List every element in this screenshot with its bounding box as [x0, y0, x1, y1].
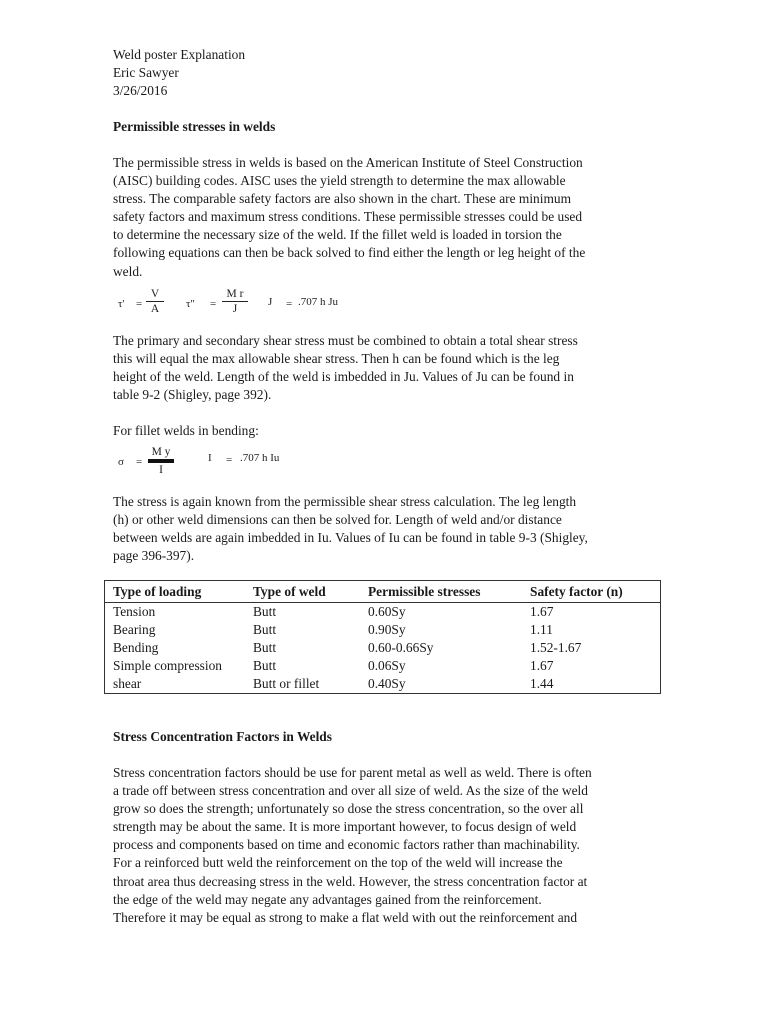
eq-equals: =	[286, 298, 293, 310]
eq-i-label: I	[208, 452, 212, 464]
fraction-my-over-i	[148, 446, 174, 476]
column-header: Safety factor (n)	[522, 581, 661, 603]
table-cell: Butt	[253, 640, 277, 655]
fraction-denominator: J	[232, 303, 238, 315]
text-line: this will equal the max allowable shear stress. Then h can be found which is the leg	[113, 351, 560, 367]
text-line: process and components based on time and economic factors rather than machinability.	[113, 837, 580, 853]
doc-author: Eric Sawyer	[113, 65, 179, 80]
text-line: The primary and secondary shear stress must be combined to obtain a total shear stress	[113, 333, 578, 348]
section-heading-stress-concentration: Stress Concentration Factors in Welds	[113, 729, 332, 744]
table-header-row	[105, 581, 661, 603]
table-cell: Butt	[253, 658, 277, 673]
paragraph-permissible-intro	[113, 154, 658, 281]
text-line: to determine the necessary size of the weld. If the fillet weld is loaded in torsion the	[113, 227, 562, 243]
text-line: The stress is again known from the permissible shear stress calculation. The leg length	[113, 494, 577, 509]
table-cell: 1.52-1.67	[530, 640, 582, 655]
fraction-numerator: M y	[148, 446, 174, 463]
table-row	[105, 603, 661, 622]
paragraph-leg-length	[113, 493, 658, 565]
doc-title: Weld poster Explanation	[113, 47, 246, 62]
eq-equals: =	[136, 456, 143, 468]
text-line: (AISC) building codes. AISC uses the yield strength to determine the max allowable	[113, 173, 566, 189]
column-header: Permissible stresses	[360, 581, 522, 603]
text-line: safety factors and maximum stress conditions. These permissible stresses could be used	[113, 209, 583, 225]
bending-intro-text: For fillet welds in bending:	[113, 423, 259, 438]
fraction-denominator: A	[150, 303, 160, 315]
table-row	[105, 657, 661, 675]
text-line: height of the weld. Length of the weld is imbedded in Ju. Values of Ju can be found in	[113, 369, 574, 385]
text-line: For a reinforced butt weld the reinforcement on the top of the weld will increase the	[113, 855, 563, 871]
paragraph-shear-combination	[113, 332, 658, 404]
table-cell: Butt	[253, 622, 277, 637]
text-line: page 396-397).	[113, 548, 195, 564]
text-line: throat area thus decreasing stress in the weld. However, the stress concentration factor at	[113, 873, 588, 889]
text-line: weld.	[113, 263, 143, 279]
text-line: The permissible stress in welds is based on the American Institute of Steel Construction	[113, 155, 583, 170]
text-line: table 9-2 (Shigley, page 392).	[113, 387, 272, 403]
text-line: the edge of the weld may negate any advantages gained from the reinforcement.	[113, 891, 542, 907]
section-heading-permissible: Permissible stresses in welds	[113, 119, 276, 134]
table-row	[105, 639, 661, 657]
document-page	[113, 46, 658, 281]
paragraph-stress-concentration	[113, 764, 658, 927]
table-cell: 0.06Sy	[368, 658, 406, 673]
text-line: grow so does the strength; unfortunately so dose the stress concentration, so the over all	[113, 801, 584, 817]
table-cell: 1.44	[530, 676, 554, 691]
table-cell: 1.67	[530, 658, 554, 673]
table-cell: Bending	[113, 640, 159, 655]
eq-j-label: J	[268, 296, 273, 308]
text-line: between welds are again imbedded in Iu. Values of Iu can be found in table 9-3 (Shigley,	[113, 530, 588, 546]
table-row	[105, 621, 661, 639]
table-cell: 1.11	[530, 622, 553, 637]
table-cell: 0.90Sy	[368, 622, 406, 637]
eq-tau-prime: τ'	[118, 298, 125, 310]
table-cell: Butt	[253, 604, 277, 619]
eq-equals: =	[226, 454, 233, 466]
eq-equals: =	[136, 298, 143, 310]
fraction-v-over-a	[146, 288, 164, 315]
text-line: strength may be about the same. It is more important however, to focus design of weld	[113, 819, 577, 835]
eq-equals: =	[210, 298, 217, 310]
eq-tau-double-prime: τ"	[186, 298, 195, 310]
table-cell: 0.40Sy	[368, 676, 406, 691]
table-cell: Bearing	[113, 622, 156, 637]
table-cell: shear	[113, 676, 142, 691]
text-line: following equations can then be back solved to find either the length or leg height of the	[113, 245, 586, 261]
eq-sigma: σ	[118, 456, 124, 468]
table-row	[105, 675, 661, 694]
fraction-mr-over-j	[222, 288, 248, 315]
text-line: Therefore it may be equal as strong to make a flat weld with out the reinforcement and	[113, 909, 578, 925]
table-cell: 1.67	[530, 604, 554, 619]
table-cell: Tension	[113, 604, 156, 619]
column-header: Type of weld	[245, 581, 360, 603]
text-line: Stress concentration factors should be use for parent metal as well as weld. There is often	[113, 765, 592, 780]
column-header: Type of loading	[105, 581, 246, 603]
fraction-numerator: M r	[222, 288, 248, 302]
eq-j-expression: .707 h Ju	[298, 296, 339, 308]
text-line: a trade off between stress concentration and over all size of weld. As the size of the weld	[113, 783, 588, 799]
eq-i-expression: .707 h Iu	[240, 452, 280, 464]
table-cell: Simple compression	[113, 658, 222, 673]
table-cell: 0.60-0.66Sy	[368, 640, 434, 655]
fraction-numerator: V	[146, 288, 164, 302]
permissible-stress-table	[104, 580, 661, 694]
text-line: stress. The comparable safety factors are also shown in the chart. These are minimum	[113, 191, 571, 207]
fraction-denominator: I	[159, 464, 163, 476]
table-cell: Butt or fillet	[253, 676, 320, 691]
table-cell: 0.60Sy	[368, 604, 406, 619]
doc-date: 3/26/2016	[113, 83, 168, 98]
text-line: (h) or other weld dimensions can then be solved for. Length of weld and/or distance	[113, 512, 562, 528]
